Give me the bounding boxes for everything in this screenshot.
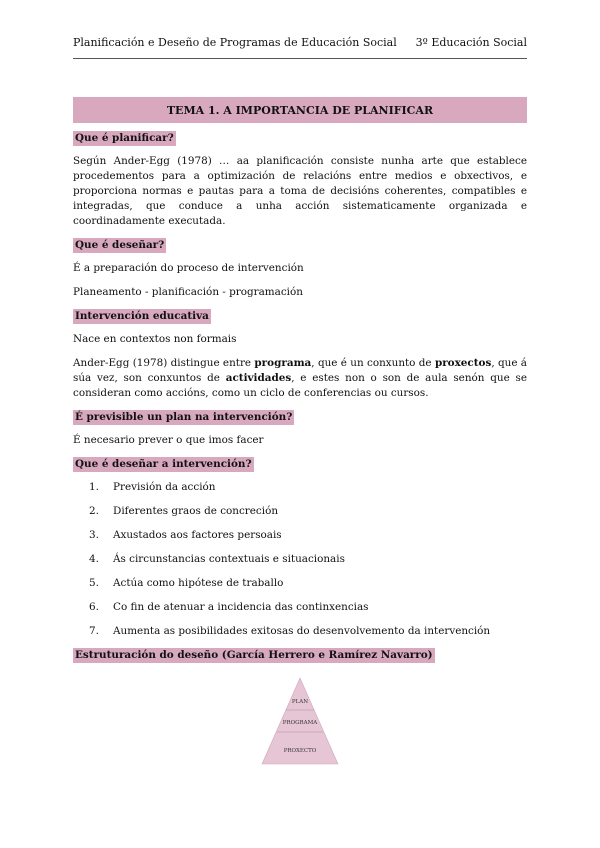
list-item: 4. Ás circunstancias contextuais e situacionais — [89, 553, 345, 565]
numbered-list — [73, 480, 527, 639]
document-body — [73, 131, 527, 671]
paragraph-planeamento: Planeamento - planificación - programación — [73, 286, 303, 298]
header-course: Planificación e Deseño de Programas de Educación Social — [73, 36, 397, 49]
pyramid-level-proxecto: PROXECTO — [283, 748, 317, 754]
paragraph-contextos: Nace en contextos non formais — [73, 333, 237, 345]
list-item: 6. Co fin de atenuar a incidencia das continxencias — [89, 601, 369, 613]
heading-que-e-planificar: Que é planificar? — [75, 132, 174, 144]
document-title — [73, 97, 527, 123]
list-item: 7. Aumenta as posibilidades exitosas do desenvolvemento da intervención — [89, 625, 491, 637]
list-item: 5. Actúa como hipótese de traballo — [89, 577, 284, 589]
header-year: 3º Educación Social — [415, 36, 527, 49]
paragraph-prever: É necesario prever o que imos facer — [73, 434, 264, 446]
heading-que-e-desenar: Que é deseñar? — [75, 239, 165, 251]
paragraph-ander-egg: Ander-Egg (1978) distingue entre programa, que é un conxunto de proxectos, que á súa vez, son conxuntos de actividades, e estes non o son de aula senón que se consideran como accións, como un ciclo de conferencias ou cursos. — [73, 357, 528, 399]
pyramid-diagram — [260, 676, 340, 766]
heading-estruturacion: Estruturación do deseño (García Herrero e Ramírez Navarro) — [75, 649, 433, 661]
list-item: 3. Axustados aos factores persoais — [89, 529, 282, 541]
document-title-text: TEMA 1. A IMPORTANCIA DE PLANIFICAR — [166, 103, 434, 117]
list-item: 2. Diferentes graos de concreción — [89, 505, 279, 517]
term-actividades: actividades — [225, 372, 292, 384]
term-proxectos: proxectos — [434, 357, 492, 369]
heading-intervencion-educativa: Intervención educativa — [75, 310, 209, 322]
list-item: 1. Previsión da acción — [89, 481, 216, 493]
paragraph-planificacion-definition: Según Ander-Egg (1978) … aa planificación consiste nunha arte que establece procedementos para a optimización de relacións entre medios e obxectivos, e proporciona normas e pautas para a toma de decisións coherentes, compatibles e integradas, que conduce a unha acción sistematicamente organizada e coordinadamente executada. — [73, 155, 527, 227]
pyramid-level-plan: PLAN — [291, 699, 309, 705]
heading-desenar-intervencion: Que é deseñar a intervención? — [75, 458, 252, 470]
paragraph-desenar-definition: É a preparación do proceso de intervención — [73, 262, 304, 274]
header-divider — [73, 58, 527, 59]
pyramid-level-programa: PROGRAMA — [282, 720, 318, 726]
page-header — [73, 36, 527, 49]
heading-plan-previsible: É previsible un plan na intervención? — [75, 411, 293, 423]
term-programa: programa — [254, 357, 312, 369]
